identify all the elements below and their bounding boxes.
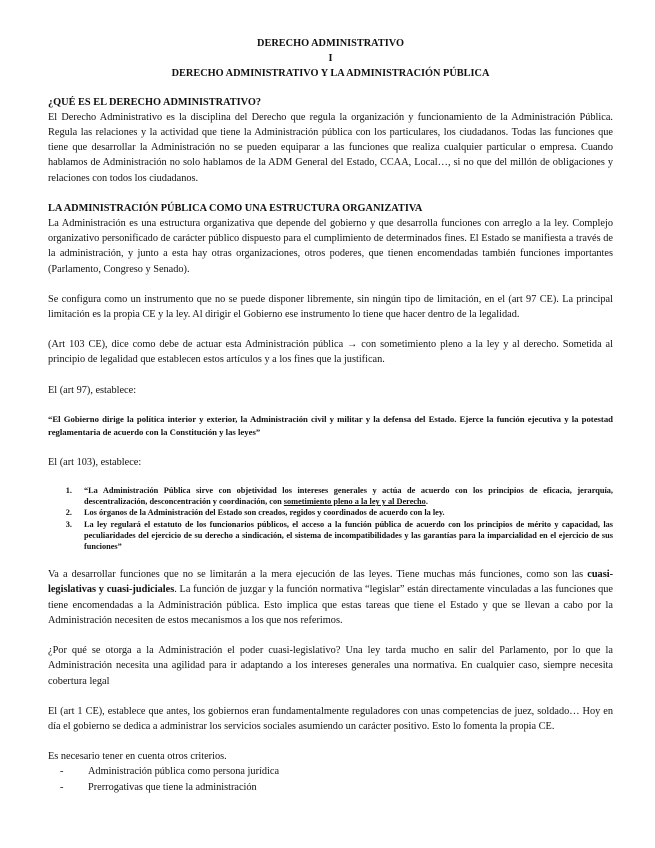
paragraph-criterios: Es necesario tener en cuenta otros criterios. bbox=[48, 751, 227, 763]
list-item bbox=[74, 519, 613, 553]
art103-list bbox=[48, 485, 613, 552]
document-page bbox=[48, 36, 613, 795]
paragraph-instrumento: Se configura como un instrumento que no se puede disponer libremente, sin ningún tipo de limitación, en el (art 97 CE). La principal limitación es la propia CE y la ley. Al dirigir el Gobierno ese instrumento lo tiene que hacer dentro de la legalidad. bbox=[48, 293, 613, 321]
list-item-underlined: sometimiento pleno a la ley y al Derecho bbox=[283, 497, 426, 507]
paragraph-art1: El (art 1 CE), establece que antes, los gobiernos eran fundamentalmente reguladores con unas competencias de juez, soldado… Hoy en día el gobierno se dedica a administrar los servicios sociales asumiendo un carácter positivo. Esto lo fomenta la propia CE. bbox=[48, 705, 613, 732]
list-item: - Administración pública como persona jurídica bbox=[60, 764, 613, 779]
art97-intro: El (art 97), establece: bbox=[48, 384, 137, 396]
list-item: - Prerrogativas que tiene la administración bbox=[60, 780, 613, 795]
funciones-text-a: Va a desarrollar funciones que no se limitarán a la mera ejecución de las leyes. Tiene muchas más funciones, como son las bbox=[48, 569, 588, 581]
paragraph-funciones bbox=[48, 567, 613, 628]
art97-quote: “El Gobierno dirige la política interior y exterior, la Administración civil y militar y la defensa del Estado. Ejerce la función ejecutiva y la potestad reglamentaria de acuerdo con la Constitución y las leyes” bbox=[48, 413, 613, 438]
document-title bbox=[48, 36, 613, 82]
paragraph-art103: (Art 103 CE), dice como debe de actuar esta Administración pública → con sometimiento pleno a la ley y al derecho. Sometida al principio de legalidad que establecen estos artículos y a los fines que la justifican. bbox=[48, 339, 613, 366]
list-item-text: Los órganos de la Administración del Estado son creados, regidos y coordinados de acuerdo con la ley. bbox=[84, 508, 445, 518]
art103-intro: El (art 103), establece: bbox=[48, 456, 142, 468]
funciones-bold: cuasi-legislativas y cuasi-judiciales bbox=[48, 569, 613, 596]
list-item-text: La ley regulará el estatuto de los funcionarios públicos, el acceso a la función pública de acuerdo con los principios de mérito y capacidad, las peculiaridades del ejercicio de su derecho a sindicación, el sistema de incompatibilidades y las garantías para la imparcialidad en el ejercicio de sus funciones” bbox=[84, 519, 613, 552]
list-item bbox=[74, 485, 613, 507]
list-item-text: “La Administración Pública sirve con objetividad los intereses generales y actúa de acuerdo con los principios de eficacia, jerarquía, descentralización, desconcentración y coordinación, con bbox=[84, 486, 613, 507]
section-heading-que-es: ¿QUÉ ES EL DERECHO ADMINISTRATIVO? bbox=[48, 96, 262, 108]
paragraph-cuasi-legislativo: ¿Por qué se otorga a la Administración el poder cuasi-legislativo? Una ley tarda mucho en salir del Parlamento, por lo que la Administración necesita una agilidad para ir adaptando a los intereses generales una normativa. En cualquier caso, siempre necesita cobertura legal bbox=[48, 645, 613, 687]
section-heading-estructura: LA ADMINISTRACIÓN PÚBLICA COMO UNA ESTRUCTURA ORGANIZATIVA bbox=[48, 202, 423, 214]
paragraph-estructura: La Administración es una estructura organizativa que depende del gobierno y que desarrolla funciones con arreglo a la ley. Complejo organizativo personificado de carácter público dispuesto para el cumplimiento de determinados fines. El Estado se manifiesta a través de la administración, y junto a esta hay otras organizaciones, otros poderes, que tienen encomendadas también funciones importantes (Parlamento, Congreso y Senado). bbox=[48, 218, 613, 275]
title-line-3: DERECHO ADMINISTRATIVO Y LA ADMINISTRACIÓN PÚBLICA bbox=[171, 68, 490, 80]
title-line-2: I bbox=[328, 53, 333, 65]
title-line-1: DERECHO ADMINISTRATIVO bbox=[257, 38, 404, 49]
paragraph-definition: El Derecho Administrativo es la disciplina del Derecho que regula la organización y funcionamiento de la Administración Pública. Regula las relaciones y la actividad que tiene la Administración pública con los particulares, los ciudadanos. Todas las funciones que tiene que desarrollar la Administración no se pueden equiparar a las funciones que realiza cualquier particular o empresa. Cuando hablamos de Administración no solo hablamos de la ADM General del Estado, CCAA, Local…, si no que del millón de obligaciones y relaciones con todos los ciudadanos. bbox=[48, 111, 613, 184]
list-item bbox=[74, 507, 613, 518]
criteria-list bbox=[48, 764, 613, 794]
funciones-text-b: . La función de juzgar y la función normativa “legislar” están directamente vinculadas a las funciones que tiene encomendadas a la Administración pública. Esto implica que estas tareas que tiene el Estado y que se llevan a cabo por la Administración necesiten de estos mecanismos a los que nos referimos. bbox=[48, 584, 613, 626]
list-item-end: . bbox=[425, 497, 428, 507]
